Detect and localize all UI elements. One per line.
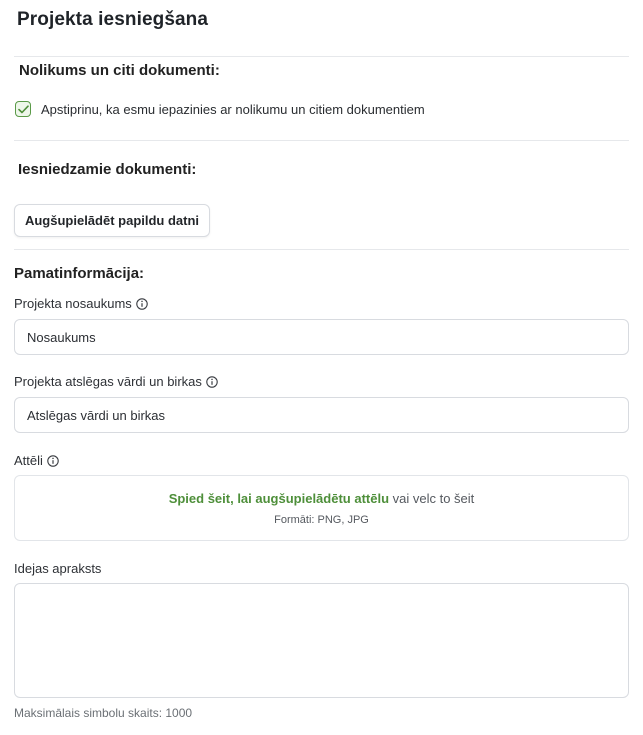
description-helper-text: Maksimālais simbolu skaits: 1000 (14, 706, 193, 720)
description-label (14, 561, 101, 576)
keywords-input[interactable] (14, 397, 629, 433)
description-label-text: Idejas apraksts (14, 561, 102, 576)
regulations-checkbox-label[interactable]: Apstiprinu, ka esmu iepazinies ar nolikumu un citiem dokumentiem (41, 101, 425, 117)
dropzone-drag-text: vai velc to šeit (392, 491, 475, 506)
image-dropzone[interactable] (14, 475, 629, 541)
info-icon[interactable] (206, 376, 218, 388)
divider (14, 140, 629, 141)
images-label (14, 453, 59, 468)
project-name-input[interactable] (14, 319, 629, 355)
checkmark-icon (18, 105, 29, 114)
dropzone-formats: Formāti: PNG, JPG (274, 514, 369, 526)
dropzone-line (15, 491, 628, 506)
info-icon[interactable] (47, 455, 59, 467)
keywords-label (14, 374, 218, 389)
regulations-checkbox[interactable] (15, 101, 31, 117)
keywords-label-text: Projekta atslēgas vārdi un birkas (14, 374, 202, 389)
documents-section-title: Iesniedzamie dokumenti: (18, 161, 197, 178)
upload-additional-file-button[interactable]: Augšupielādēt papildu datni (14, 204, 210, 237)
regulations-checkbox-row[interactable] (15, 101, 425, 117)
basic-info-section-title: Pamatinformācija: (14, 265, 145, 282)
images-label-text: Attēli (14, 453, 43, 468)
project-name-label-text: Projekta nosaukums (14, 296, 132, 311)
divider (14, 56, 629, 57)
page-title: Projekta iesniegšana (17, 9, 209, 30)
description-textarea[interactable] (14, 583, 629, 698)
divider (14, 249, 629, 250)
regulations-section-title: Nolikums un citi dokumenti: (19, 62, 220, 79)
dropzone-upload-link[interactable]: Spied šeit, lai augšupielādētu attēlu (168, 491, 390, 506)
project-name-label (14, 296, 148, 311)
info-icon[interactable] (136, 298, 148, 310)
